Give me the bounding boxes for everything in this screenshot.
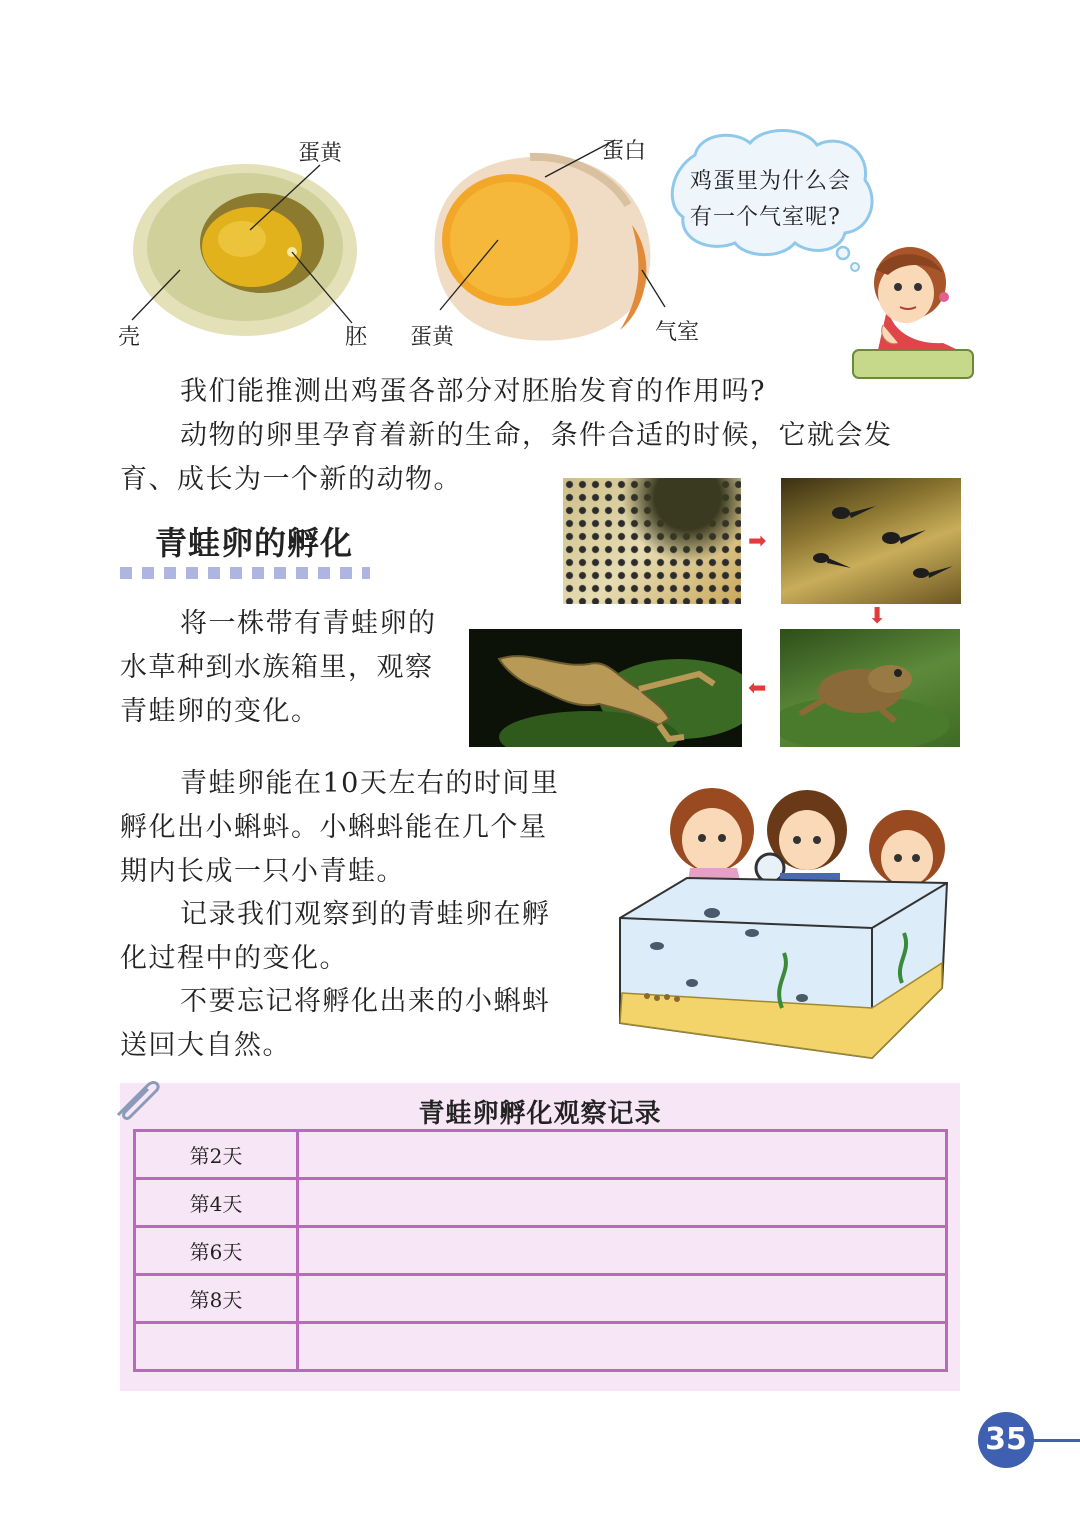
arrow-left-icon: ⬅ bbox=[748, 676, 767, 701]
observation-record-panel bbox=[120, 1083, 960, 1391]
instruction-line-1: 将一株带有青蛙卵的 bbox=[180, 608, 437, 639]
release-reminder-line-2: 送回大自然。 bbox=[120, 1030, 291, 1061]
label-egg-white: 蛋白 bbox=[602, 139, 647, 164]
record-prompt-line-2: 化过程中的变化。 bbox=[120, 943, 348, 974]
arrow-right-icon: ➡ bbox=[748, 529, 767, 554]
table-row bbox=[135, 1323, 947, 1371]
day-cell: 第6天 bbox=[135, 1227, 298, 1275]
observation-cell[interactable] bbox=[298, 1323, 947, 1371]
girl-thinking-illustration bbox=[848, 225, 978, 385]
observation-cell[interactable] bbox=[298, 1275, 947, 1323]
bubble-line-2: 有一个气室呢? bbox=[690, 205, 841, 230]
hatch-info-line-2: 孵化出小蝌蚪。小蝌蚪能在几个星 bbox=[120, 812, 548, 843]
label-shell: 壳 bbox=[118, 325, 141, 350]
raw-egg-illustration bbox=[110, 135, 380, 350]
photo-frog-eggs bbox=[563, 478, 741, 604]
observation-cell[interactable] bbox=[298, 1179, 947, 1227]
table-row bbox=[135, 1131, 947, 1179]
photo-young-frog bbox=[780, 629, 960, 747]
page-number: 35 bbox=[978, 1412, 1034, 1468]
release-reminder-line-1: 不要忘记将孵化出来的小蝌蚪 bbox=[180, 986, 551, 1017]
observation-cell[interactable] bbox=[298, 1227, 947, 1275]
label-yolk-left: 蛋黄 bbox=[298, 141, 343, 166]
label-yolk-right: 蛋黄 bbox=[410, 325, 455, 350]
day-cell: 第2天 bbox=[135, 1131, 298, 1179]
bubble-line-1: 鸡蛋里为什么会 bbox=[690, 169, 852, 194]
table-row bbox=[135, 1179, 947, 1227]
photo-adult-frog bbox=[469, 629, 742, 747]
page-number-rule bbox=[1030, 1439, 1080, 1442]
section-heading: 青蛙卵的孵化 bbox=[155, 524, 354, 562]
observation-cell[interactable] bbox=[298, 1131, 947, 1179]
hatch-info-line-1: 青蛙卵能在10天左右的时间里 bbox=[180, 768, 560, 799]
record-table-title: 青蛙卵孵化观察记录 bbox=[418, 1099, 662, 1129]
table-row bbox=[135, 1275, 947, 1323]
day-cell: 第8天 bbox=[135, 1275, 298, 1323]
label-air-cell: 气室 bbox=[655, 320, 700, 345]
record-prompt-line-1: 记录我们观察到的青蛙卵在孵 bbox=[180, 899, 551, 930]
label-embryo: 胚 bbox=[345, 325, 368, 350]
arrow-down-icon: ⬇ bbox=[868, 604, 887, 629]
intro-paragraph-2-line-2: 育、成长为一个新的动物。 bbox=[120, 464, 462, 495]
hatch-info-line-3: 期内长成一只小青蛙。 bbox=[120, 856, 405, 887]
heading-underline-dots bbox=[120, 567, 370, 579]
children-aquarium-illustration bbox=[612, 768, 957, 1073]
intro-paragraph-1: 我们能推测出鸡蛋各部分对胚胎发育的作用吗? bbox=[180, 376, 766, 407]
day-cell: 第4天 bbox=[135, 1179, 298, 1227]
instruction-line-2: 水草种到水族箱里，观察 bbox=[120, 652, 434, 683]
instruction-line-3: 青蛙卵的变化。 bbox=[120, 696, 320, 727]
day-cell bbox=[135, 1323, 298, 1371]
record-table bbox=[133, 1129, 948, 1372]
intro-paragraph-2-line-1: 动物的卵里孕育着新的生命，条件合适的时候，它就会发 bbox=[180, 420, 893, 451]
table-row bbox=[135, 1227, 947, 1275]
photo-tadpoles bbox=[781, 478, 961, 604]
